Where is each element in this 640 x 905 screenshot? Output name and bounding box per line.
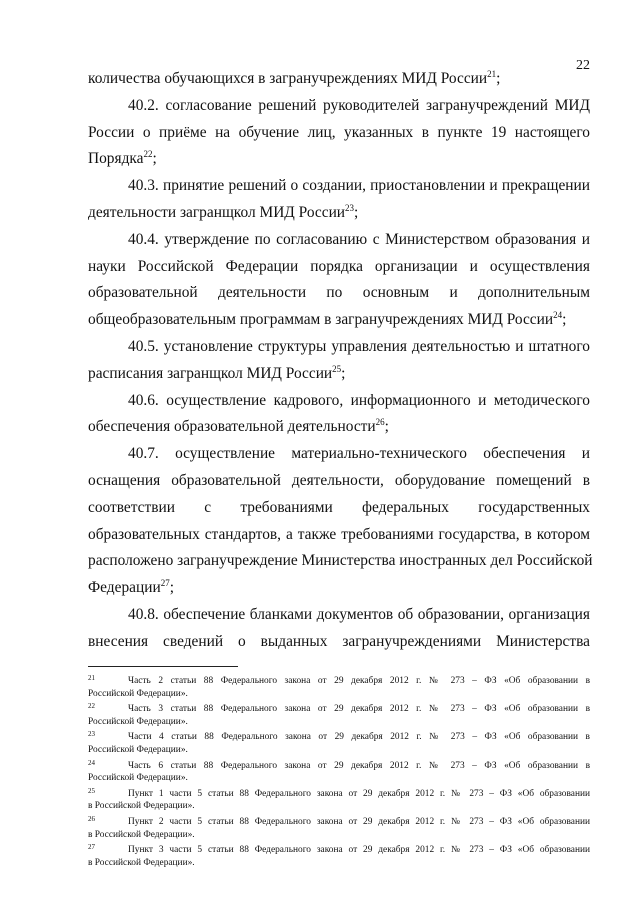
page-number: 22 — [576, 58, 590, 73]
footnote-continuation: Российской Федерации». — [88, 744, 188, 755]
line-punctuation: ; — [562, 311, 567, 329]
paragraph — [88, 388, 590, 442]
line-text: 40.5. установление структуры управления деятельностью и штатного — [128, 337, 590, 355]
text-line — [88, 361, 590, 388]
line-text: 40.8. обеспечение бланками документов об образовании, организация — [128, 605, 590, 623]
text-line — [88, 495, 590, 522]
text-line — [88, 173, 590, 200]
footnote-continuation: в Российской Федерации». — [88, 801, 195, 812]
footnote-reference[interactable]: 22 — [143, 149, 153, 160]
footnote-reference[interactable]: 23 — [345, 202, 355, 213]
body-text — [88, 66, 593, 656]
line-text: 40.7. осуществление материально-технического обеспечения и — [128, 445, 590, 463]
text-line — [88, 334, 590, 361]
footnote-text: Часть 3 статьи 88 Федерального закона от 29 декабря 2012 г. № 273 – ФЗ «Об образовании в — [128, 704, 590, 715]
line-punctuation: ; — [169, 579, 174, 597]
footnote-first-line: 27 Пункт 3 части 5 статьи 88 Федерального закона от 29 декабря 2012 г. № 273 – ФЗ «Об образовании — [88, 843, 590, 856]
paragraph — [88, 227, 590, 334]
line-punctuation: ; — [496, 70, 501, 87]
footnote — [88, 841, 590, 869]
text-line — [88, 307, 590, 334]
text-line — [88, 388, 590, 415]
footnote-continuation: Российской Федерации». — [88, 688, 188, 699]
footnote-first-line: 21 Часть 2 статьи 88 Федерального закона от 29 декабря 2012 г. № 273 – ФЗ «Об образовании в — [88, 674, 590, 686]
paragraph — [88, 66, 590, 93]
text-line — [88, 227, 590, 254]
footnote-continuation: Российской Федерации». — [88, 773, 188, 784]
text-line — [88, 522, 590, 549]
footnote — [88, 813, 590, 841]
paragraph — [88, 602, 590, 656]
line-punctuation: ; — [384, 418, 389, 436]
footnote-first-line: 25 Пункт 1 части 5 статьи 88 Федерального закона от 29 декабря 2012 г. № 273 – ФЗ «Об образовании — [88, 786, 590, 799]
line-text: соответствии с требованиями федеральных государственных — [88, 498, 590, 516]
text-line — [88, 414, 590, 441]
text-line — [88, 629, 590, 656]
line-text: 40.3. принятие решений о создании, приостановлении и прекращении — [128, 177, 590, 195]
footnote-reference[interactable]: 21 — [487, 69, 497, 79]
line-text: общеобразовательным программам в загранучреждениях МИД России — [88, 311, 554, 329]
footnote-first-line: 26 Пункт 2 части 5 статьи 88 Федерального закона от 29 декабря 2012 г. № 273 – ФЗ «Об образовании — [88, 814, 590, 827]
footnote-continuation: Российской Федерации». — [88, 716, 188, 727]
footnote-first-line: 23 Части 4 статьи 88 Федерального закона от 29 декабря 2012 г. № 273 – ФЗ «Об образовании в — [88, 730, 590, 743]
line-text: оснащения образовательной деятельности, оборудование помещений в — [88, 471, 590, 489]
line-text: деятельности загранщкол МИД России — [88, 203, 346, 221]
footnote-reference[interactable]: 24 — [553, 310, 563, 321]
line-text: внесения сведений о выданных загранучреждениями Министерства — [88, 632, 590, 650]
footnote-continuation: в Российской Федерации». — [88, 857, 195, 868]
line-text: образовательной деятельности по основным и дополнительным — [88, 284, 590, 302]
footnote-text: Пункт 2 части 5 статьи 88 Федерального закона от 29 декабря 2012 г. № 273 – ФЗ «Об образовании — [128, 816, 590, 827]
line-text: расписания загранщкол МИД России — [88, 364, 333, 382]
text-line — [88, 468, 590, 495]
paragraph — [88, 441, 593, 602]
text-line — [88, 66, 590, 93]
text-line — [88, 280, 590, 307]
text-line — [88, 575, 590, 602]
text-line — [88, 146, 590, 173]
line-text: 40.4. утверждение по согласованию с Министерством образования и — [128, 230, 590, 248]
footnote-separator — [88, 666, 238, 667]
paragraph — [88, 93, 590, 173]
footnote-reference[interactable]: 27 — [160, 578, 170, 589]
text-line — [88, 254, 590, 281]
line-text: 40.2. согласование решений руководителей загранучреждений МИД — [128, 96, 590, 114]
paragraph — [88, 173, 590, 227]
footnote-text: Часть 2 статьи 88 Федерального закона от 29 декабря 2012 г. № 273 – ФЗ «Об образовании в — [128, 676, 590, 686]
footnote-text: Пункт 3 части 5 статьи 88 Федерального закона от 29 декабря 2012 г. № 273 – ФЗ «Об образовании — [128, 845, 590, 856]
line-punctuation: ; — [341, 364, 346, 382]
text-line — [88, 548, 593, 575]
footnote-text: Пункт 1 части 5 статьи 88 Федерального закона от 29 декабря 2012 г. № 273 – ФЗ «Об образовании — [128, 788, 590, 799]
line-text: обеспечения образовательной деятельности — [88, 418, 376, 436]
footnote-continuation: в Российской Федерации». — [88, 829, 195, 840]
line-text: количества обучающихся в загранучреждениях МИД России — [88, 70, 488, 87]
line-punctuation: ; — [152, 150, 157, 168]
footnote — [88, 728, 590, 756]
footnote-first-line: 24 Часть 6 статьи 88 Федерального закона от 29 декабря 2012 г. № 273 – ФЗ «Об образовании в — [88, 758, 590, 771]
footnote-first-line: 22 Часть 3 статьи 88 Федерального закона от 29 декабря 2012 г. № 273 – ФЗ «Об образовании в — [88, 702, 590, 715]
line-text: науки Российской Федерации порядка организации и осуществления — [88, 257, 590, 275]
line-text: расположено загранучреждение Министерства иностранных дел Российской — [88, 552, 593, 570]
footnote — [88, 700, 590, 728]
text-line — [88, 441, 590, 468]
footnote-reference[interactable]: 26 — [375, 417, 385, 428]
footnote — [88, 672, 590, 700]
footnote-reference[interactable]: 25 — [332, 363, 342, 374]
footnote — [88, 757, 590, 785]
line-text: России о приёме на обучение лиц, указанных в пункте 19 настоящего — [88, 123, 590, 141]
line-text: образовательных стандартов, а также требованиями государства, в котором — [88, 525, 590, 543]
line-text: Федерации — [88, 579, 161, 597]
text-line — [88, 200, 590, 227]
line-text: 40.6. осуществление кадрового, информационного и методического — [128, 391, 590, 409]
line-punctuation: ; — [354, 203, 359, 221]
footnotes — [88, 672, 590, 869]
text-line — [88, 93, 590, 120]
footnote-text: Части 4 статьи 88 Федерального закона от 29 декабря 2012 г. № 273 – ФЗ «Об образовании в — [128, 732, 590, 743]
paragraph — [88, 334, 590, 388]
text-line — [88, 602, 590, 629]
text-line — [88, 120, 590, 147]
footnote-text: Часть 6 статьи 88 Федерального закона от 29 декабря 2012 г. № 273 – ФЗ «Об образовании в — [128, 760, 590, 771]
line-text: Порядка — [88, 150, 144, 168]
footnote — [88, 785, 590, 813]
